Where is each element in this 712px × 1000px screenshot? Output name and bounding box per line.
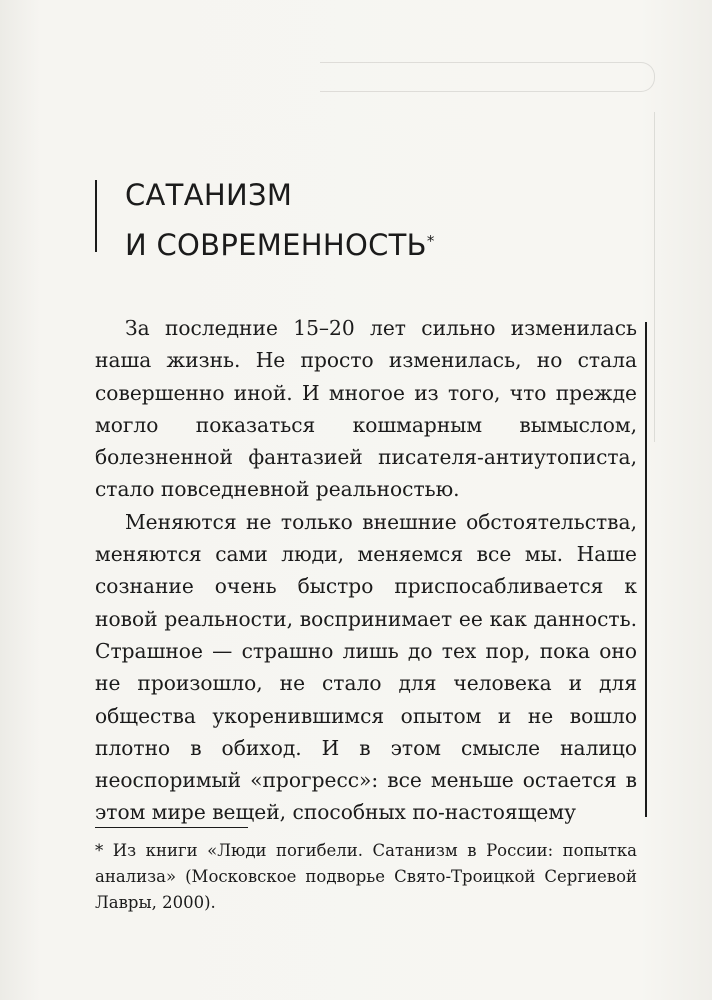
body-rule xyxy=(645,322,647,817)
paragraph-2: Меняются не только внешние обстоятельства, меняются сами люди, меняемся все мы. Наше сознание очень быстро приспосабливается к новой реальности, воспринимает ее как данность. Страшное — страшно лишь до тех пор, пока оно не произошло, не стало для человека и для общества укоренившимся опытом и не вошло плотно в обиход. И в этом смысле налицо неоспоримый «прогресс»: все меньше остается в этом мире вещей, способных по-настоящему xyxy=(95,509,637,825)
paragraph-1: За последние 15–20 лет сильно изменилась наша жизнь. Не просто изменилась, но стала совершенно иной. И многое из того, что прежде могло показаться кошмарным вымыслом, болезненной фантазией писателя-антиутописта, стало повседневной реальностью. xyxy=(95,316,637,502)
footnote-rule xyxy=(95,827,248,828)
chapter-title-line-2: И СОВРЕМЕННОСТЬ xyxy=(125,228,427,262)
footnote xyxy=(95,838,637,916)
footnote-text: * Из книги «Люди погибели. Сатанизм в России: попытка анализа» (Московское подворье Свято-Троицкой Сергиевой Лавры, 2000). xyxy=(95,841,637,912)
bleed-through-rule xyxy=(654,112,655,442)
chapter-title xyxy=(125,170,435,270)
title-footnote-mark: * xyxy=(426,232,435,250)
title-rule xyxy=(95,180,97,252)
body-text xyxy=(95,312,637,829)
bleed-through-header xyxy=(320,62,655,92)
chapter-title-line-1: САТАНИЗМ xyxy=(125,178,293,212)
